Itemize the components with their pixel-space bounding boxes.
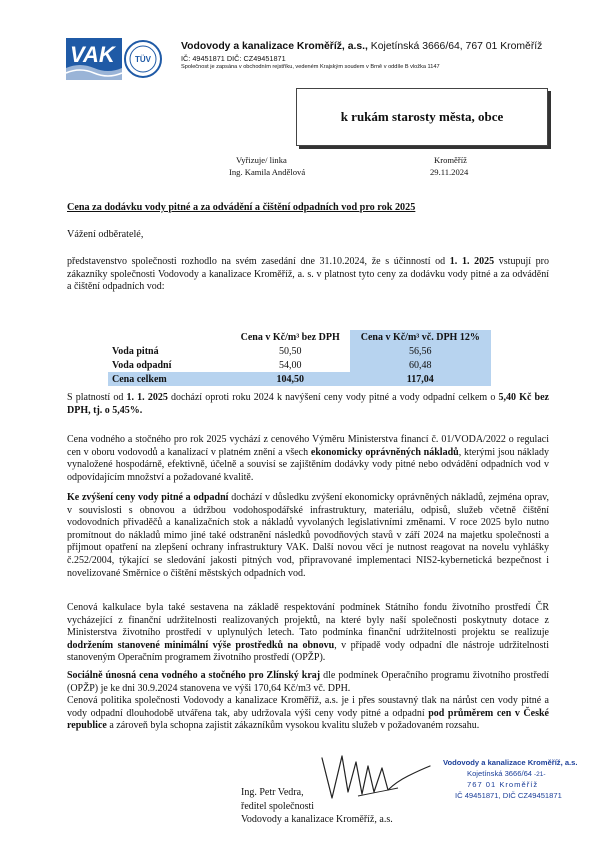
- social-paragraph: Sociálně únosná cena vodného a stočného pro Zlínský kraj dle podmínek Operačního programu životního prostředí (OPŽP) je ke dni 30.9.2024 stanovena ve výši 170,64 Kč/m3 vč. DPH. Cenová politika společnosti Vodovody a kanalizace Kroměříž, a.s. je i přes soustavný tlak na nárůst cen vody pitné a vody odpadní dlouhodobě utvářena tak, aby udržovala výši ceny vody pitné a odpadní pod průměrem cen v České republice a zároveň byla schopna zajistit zákazníkům vysokou kvalitu služeb v požadovaném rozsahu.: [67, 670, 549, 732]
- price-table: [108, 330, 491, 386]
- row-price-without-vat: 50,50: [278, 345, 302, 357]
- place-label: Kroměříž: [434, 155, 467, 165]
- total-with-vat: 117,04: [350, 372, 491, 386]
- reasons-paragraph: Ke zvýšení ceny vody pitné a odpadní dochází v důsledku zvýšení ekonomicky oprávněných nákladů, zejména oprav, v souvislosti s obnovou a údržbou vodohospodářské infrastruktury, materiálu, odpisů, služeb včetně čištění vodovodních přivaděčů a kanalizačních stok a nákladů vyvolaných legislativními změnami. V roce 2025 bylo nutno promítnout do nákladů mimo jiné také odstranění následků povodňových stavů v září 2024 na majetku společnosti a přijmout opatření na zlepšení ochrany infrastruktury VAK. Další novou věcí je nutnost reagovat na novelu vyhlášky č.252/2004, týkající se sledování jakosti pitných vod, připravované implementaci NIS2-kybernetická bezpečnost i novelizované Směrnice o čištění městských odpadních vod.: [67, 492, 549, 579]
- total-row: [108, 372, 491, 386]
- signatory-role: ředitel společnosti: [241, 800, 315, 812]
- vak-logo: [66, 38, 164, 80]
- greeting: Vážení odběratelé,: [67, 229, 144, 240]
- recipient-text: k rukám starosty města, obce: [340, 109, 504, 124]
- reference-label: Vyřizuje/ linka: [236, 155, 287, 165]
- calculation-paragraph: Cena vodného a stočného pro rok 2025 vychází z cenového Výměru Ministerstva financí č. 01/VODA/2022 o regulaci cen v oboru vodovodů a kanalizací v platném znění a všech ekonomicky oprávněných nákladů, kterými jsou náklady vynaložené hospodárně, efektivně, účelně a souvisí se zajištěním dodávky vody pitné nebo odvádění odpadních vod v odpovídajícím množství a požadované kvalitě.: [67, 434, 549, 483]
- total-label: Cena celkem: [108, 372, 231, 386]
- letter-date: 29.11.2024: [430, 167, 469, 177]
- row-price-without-vat: 54,00: [278, 359, 302, 371]
- intro-text-end: vstupují pro zákazníky společnosti Vodovody a kanalizace Kroměříž, a. s. v platnost tyto ceny za dodávku vody pitné a za odvádění a čištění odpadních vod:: [67, 256, 550, 293]
- increase-paragraph: S platností od 1. 1. 2025 dochází oproti roku 2024 k navýšení ceny vody pitné a vody odpadní celkem o 5,40 Kč bez DPH, tj. o 5,45%.: [67, 392, 549, 416]
- company-name: Vodovody a kanalizace Kroměříž, a.s.,: [181, 41, 368, 52]
- table-row: [108, 358, 491, 372]
- stamp-number: -21-: [534, 771, 546, 778]
- recipient-box: [296, 88, 548, 146]
- intro-date: 1. 1. 2025: [449, 256, 495, 267]
- row-price-with-vat: 60,48: [350, 358, 491, 372]
- table-row: [108, 344, 491, 358]
- signatory-block: [241, 786, 393, 827]
- increase-amount: 5,40 Kč bez DPH, tj. o 5,45%.: [67, 392, 549, 416]
- header-with-vat: Cena v Kč/m³ vč. DPH 12%: [350, 330, 491, 344]
- company-ids: IČ: 49451871 DIČ: CZ49451871: [181, 54, 286, 63]
- logo-text: VAK: [70, 42, 115, 67]
- reference-name: Ing. Kamila Andělová: [229, 167, 306, 177]
- total-without-vat: 104,50: [231, 372, 350, 386]
- company-address: Kojetínská 3666/64, 767 01 Kroměříž: [367, 41, 543, 52]
- header-without-vat: Cena v Kč/m³ bez DPH: [240, 331, 340, 343]
- tuv-badge-text: TÜV: [135, 55, 151, 64]
- row-label: Voda odpadní: [112, 359, 172, 371]
- row-price-with-vat: 56,56: [350, 344, 491, 358]
- price-table-header: [108, 330, 491, 344]
- letter-subject: Cena za dodávku vody pitné a za odvádění a čištění odpadních vod pro rok 2025: [67, 202, 416, 213]
- intro-paragraph: [67, 256, 549, 294]
- company-stamp: Vodovody a kanalizace Kroměříž, a.s. Kojetínská 3666/64 767 01 Kroměříž IČ 49451871, DIČ CZ49451871: [443, 758, 578, 800]
- signatory-name: Ing. Petr Vedra,: [241, 787, 304, 798]
- signatory-company: Vodovody a kanalizace Kroměříž, a.s.: [241, 814, 393, 825]
- row-label: Voda pitná: [112, 345, 159, 357]
- company-header: [181, 41, 542, 52]
- intro-text: představenstvo společnosti rozhodlo na svém zasedání dne 31.10.2024, že s účinností od: [67, 256, 450, 267]
- registry-note: Společnost je zapsána v obchodním rejstříku, vedeném Krajským soudem v Brně v oddíle B vložka 1147: [181, 64, 440, 70]
- funds-paragraph: Cenová kalkulace byla také sestavena na základě respektování podmínek Státního fondu životního prostředí ČR vycházející z finanční udržitelnosti realizovaných projektů, na které byly naší společnosti poskytnuty dotace z Ministerstva životního prostředí v uplynulých letech. Tato podmínka finanční udržitelnosti projektu se realizuje dodržením stanovené minimální výše prostředků na obnovu, v případě vody odpadní dle nástroje udržitelnosti stanoveným Operačním programem životního prostředí (OPŽP).: [67, 602, 549, 664]
